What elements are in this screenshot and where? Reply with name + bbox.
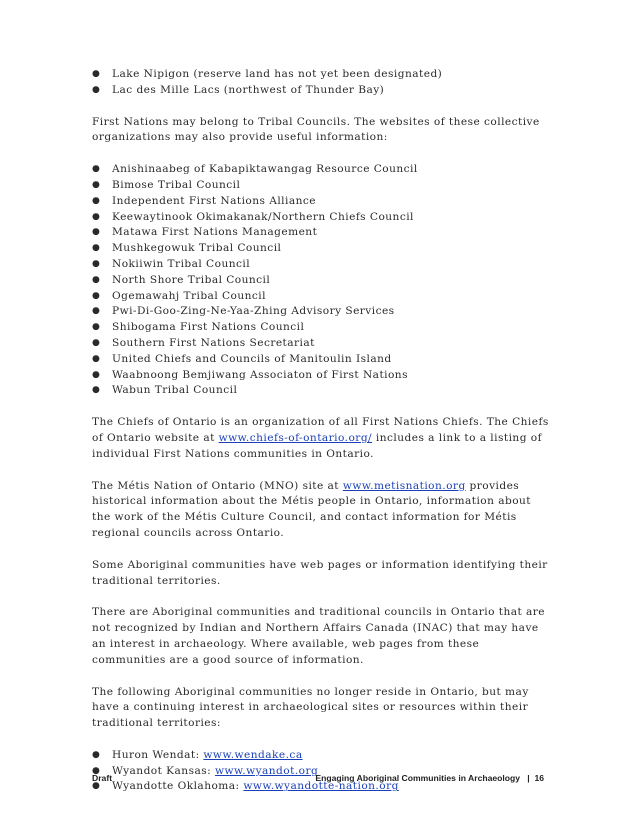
list-item: ● Wabun Tribal Council — [92, 383, 552, 399]
former-communities-list — [92, 748, 552, 795]
bullet-icon: ● — [92, 211, 101, 222]
list-item: ● Nokiiwin Tribal Council — [92, 257, 552, 273]
list-item: ● Pwi-Di-Goo-Zing-Ne-Yaa-Zhing Advisory Services — [92, 304, 552, 320]
bullet-icon: ● — [92, 258, 101, 269]
bullet-icon: ● — [92, 164, 101, 175]
bullet-icon: ● — [92, 243, 101, 254]
inac-paragraph: There are Aboriginal communities and traditional councils in Ontario that are not recognized by Indian and Northern Affairs Canada (INAC) that may have an interest in archaeology. Where available, web pages from these communities are a good source of information. — [92, 606, 546, 666]
list-item: ● Anishinaabeg of Kabapiktawangag Resource Council — [92, 162, 552, 178]
list-item: ● Mushkegowuk Tribal Council — [92, 241, 552, 257]
chiefs-of-ontario-paragraph: The Chiefs of Ontario is an organization of all First Nations Chiefs. The Chiefs of Ontario website at www.chiefs-of-ontario.org/ includes a link to a listing of individual First Nations communities in Ontario. — [92, 416, 549, 460]
list-item: ● Matawa First Nations Management — [92, 225, 552, 241]
bullet-icon: ● — [92, 179, 101, 190]
list-item: ● Lake Nipigon (reserve land has not yet been designated) — [92, 67, 552, 83]
bullet-icon: ● — [92, 369, 101, 380]
bullet-icon: ● — [92, 337, 101, 348]
bullet-icon: ● — [92, 69, 101, 79]
bullet-icon: ● — [92, 306, 101, 317]
bullet-icon: ● — [92, 749, 101, 760]
bullet-icon: ● — [92, 290, 101, 301]
bullet-icon: ● — [92, 353, 101, 364]
list-item: ● United Chiefs and Councils of Manitoulin Island — [92, 352, 552, 368]
metis-nation-link[interactable]: www.metisnation.org — [342, 479, 466, 492]
page-number: 16 — [534, 773, 544, 783]
list-item: ● Wyandotte Oklahoma: www.wyandotte-nation.org — [92, 779, 552, 795]
bullet-icon: ● — [92, 195, 101, 206]
draft-label: Draft — [92, 773, 113, 783]
tribal-councils-paragraph: First Nations may belong to Tribal Councils. The websites of these collective organizations may also provide useful information: — [92, 115, 540, 144]
bullet-icon: ● — [92, 274, 101, 285]
list-item: ● Huron Wendat: www.wendake.ca — [92, 748, 552, 764]
list-item: ● Lac des Mille Lacs (northwest of Thunder Bay) — [92, 83, 552, 99]
list-item: ● North Shore Tribal Council — [92, 273, 552, 289]
wyandotte-nation-link[interactable]: www.wyandotte-nation.org — [243, 780, 399, 793]
tribal-councils-list — [92, 162, 552, 399]
list-item: ● Waabnoong Bemjiwang Associaton of First Nations — [92, 368, 552, 384]
list-item: ● Southern First Nations Secretariat — [92, 336, 552, 352]
chiefs-of-ontario-link[interactable]: www.chiefs-of-ontario.org/ — [218, 431, 373, 444]
list-item: ● Ogemawahj Tribal Council — [92, 289, 552, 305]
bullet-icon: ● — [92, 385, 101, 396]
list-item: ● Shibogama First Nations Council — [92, 320, 552, 336]
page-content — [92, 67, 552, 795]
list-item: ● Bimose Tribal Council — [92, 178, 552, 194]
list-item: ● Wyandot Kansas: www.wyandot.org — [92, 764, 552, 780]
former-communities-paragraph: The following Aboriginal communities no longer reside in Ontario, but may have a continuing interest in archaeological sites or resources within their traditional territories: — [92, 685, 529, 730]
wyandot-link[interactable]: www.wyandot.org — [214, 764, 319, 777]
reserve-list — [92, 67, 552, 99]
bullet-icon: ● — [92, 781, 101, 792]
list-item: ● Keewaytinook Okimakanak/Northern Chiefs Council — [92, 210, 552, 226]
bullet-icon: ● — [92, 765, 101, 776]
bullet-icon: ● — [92, 322, 101, 333]
footer-title: Engaging Aboriginal Communities in Archaeology | 16 — [315, 773, 544, 783]
wendake-link[interactable]: www.wendake.ca — [203, 748, 303, 761]
list-item: ● Independent First Nations Alliance — [92, 194, 552, 210]
bullet-icon: ● — [92, 84, 101, 95]
bullet-icon: ● — [92, 227, 101, 238]
web-pages-paragraph: Some Aboriginal communities have web pages or information identifying their traditional territories. — [92, 558, 548, 587]
metis-nation-paragraph: The Métis Nation of Ontario (MNO) site at www.metisnation.org provides historical information about the Métis people in Ontario, information about the work of the Métis Culture Council, and contact information for Métis regional councils across Ontario. — [92, 479, 532, 539]
footer-separator: | — [527, 773, 530, 783]
